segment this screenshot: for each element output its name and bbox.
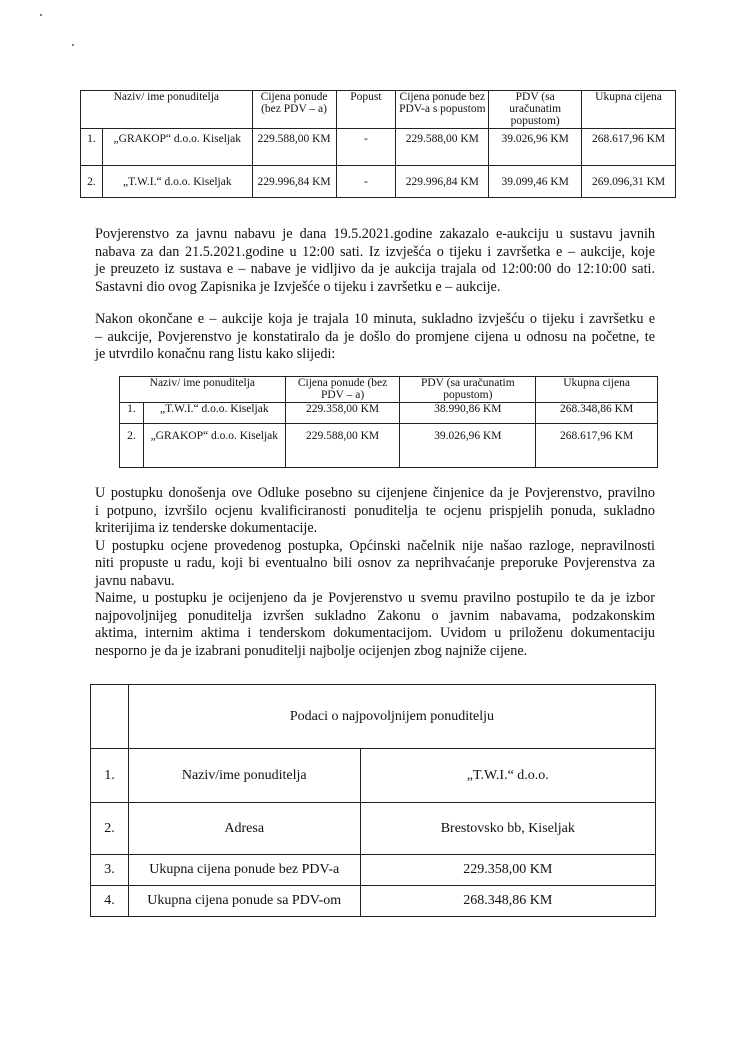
price-discount-cell: 229.588,00 KM xyxy=(396,129,489,166)
table-title: Podaci o najpovoljnijem ponuditelju xyxy=(128,685,655,749)
text-line: aktima, internim aktima i tenderskom dokumentacijom. Uvidom u priloženu dokumentaciju xyxy=(95,625,655,641)
best-bidder-table xyxy=(90,684,656,917)
vat-cell: 39.099,46 KM xyxy=(489,166,582,198)
scan-speck xyxy=(40,14,42,16)
col-header-price: Cijena ponude (bez PDV – a) xyxy=(252,91,336,129)
discount-cell: - xyxy=(336,166,396,198)
col-header-name: Naziv/ ime ponuditelja xyxy=(120,377,286,403)
scan-speck xyxy=(72,44,74,46)
row-value: Brestovsko bb, Kiseljak xyxy=(360,803,655,855)
text-line: nabava za dan 21.5.2021.godine u 12:00 sati. Iz izvješća o tijeku i završetka e – aukcije, koje xyxy=(95,243,655,260)
table-row xyxy=(120,403,658,424)
col-header-vat: PDV (sa uračunatim popustom) xyxy=(400,377,536,403)
total-cell: 269.096,31 KM xyxy=(582,166,676,198)
table-title-row xyxy=(91,685,656,749)
row-value: 268.348,86 KM xyxy=(360,886,655,917)
vat-cell: 39.026,96 KM xyxy=(400,424,536,468)
text-line: Nakon okončane e – aukcije koja je trajala 10 minuta, sukladno izvješću o tijeku i završetku e xyxy=(95,311,655,327)
row-label: Adresa xyxy=(128,803,360,855)
table-row xyxy=(91,749,656,803)
row-number: 1. xyxy=(81,129,103,166)
col-header-total: Ukupna cijena xyxy=(536,377,658,403)
col-header-price: Cijena ponude (bez PDV – a) xyxy=(285,377,400,403)
row-number: 2. xyxy=(91,803,129,855)
total-cell: 268.617,96 KM xyxy=(582,129,676,166)
text-line: Naime, u postupku je ocijenjeno da je Povjerenstvo u svemu pravilno postupilo te da je izbor xyxy=(95,590,655,606)
auction-paragraph xyxy=(95,226,655,296)
text-line: niti propuste u radu, koji bi eventualno bili osnov za neprihvaćanje preporuke Povjerenstva za xyxy=(95,555,655,571)
ranking-paragraph xyxy=(95,311,655,364)
text-line: je utvrdilo konačnu rang listu kako slijedi: xyxy=(95,346,336,362)
empty-cell xyxy=(91,685,129,749)
row-number: 3. xyxy=(91,855,129,886)
row-number: 1. xyxy=(120,403,144,424)
row-number: 2. xyxy=(81,166,103,198)
total-cell: 268.617,96 KM xyxy=(536,424,658,468)
text-line: i potpuno, izvršilo ocjenu kvalificiranosti ponuditelja te ocjenu prispjelih ponuda, sukladno xyxy=(95,502,655,519)
ranking-table xyxy=(119,376,658,468)
table-row xyxy=(81,129,676,166)
bidder-name: „T.W.I.“ d.o.o. Kiseljak xyxy=(102,166,252,198)
row-value: „T.W.I.“ d.o.o. xyxy=(360,749,655,803)
decision-paragraph xyxy=(95,485,655,660)
bidder-name: „GRAKOP“ d.o.o. Kiseljak xyxy=(102,129,252,166)
bidder-name: „GRAKOP“ d.o.o. Kiseljak xyxy=(143,424,285,468)
text-line: je preuzeto iz sustava e – nabave je vidljivo da je aukcija trajala od 12:00:00 do 12:10:00 sati. xyxy=(95,261,655,277)
table-row xyxy=(120,424,658,468)
text-line: U postupku ocjene provedenog postupka, Općinski načelnik nije našao razloge, nepravilnosti xyxy=(95,537,655,554)
price-cell: 229.996,84 KM xyxy=(252,166,336,198)
row-number: 4. xyxy=(91,886,129,917)
price-cell: 229.588,00 KM xyxy=(285,424,400,468)
table-row xyxy=(91,886,656,917)
text-line: U postupku donošenja ove Odluke posebno su cijenjene činjenice da je Povjerenstvo, pravilno xyxy=(95,485,655,501)
price-discount-cell: 229.996,84 KM xyxy=(396,166,489,198)
bidder-name: „T.W.I.“ d.o.o. Kiseljak xyxy=(143,403,285,424)
text-line: kriterijima iz tenderske dokumentacije. xyxy=(95,520,318,536)
row-value: 229.358,00 KM xyxy=(360,855,655,886)
col-header-name: Naziv/ ime ponuditelja xyxy=(81,91,253,129)
row-number: 1. xyxy=(91,749,129,803)
vat-cell: 39.026,96 KM xyxy=(489,129,582,166)
table-header-row xyxy=(120,377,658,403)
row-label: Ukupna cijena ponude bez PDV-a xyxy=(128,855,360,886)
text-line: Sastavni dio ovog Zapisnika je Izvješće o tijeku i završetku e – aukcije. xyxy=(95,278,501,295)
col-header-price-discount: Cijena ponude bez PDV-a s popustom xyxy=(396,91,489,129)
table-row xyxy=(91,855,656,886)
text-line: najpovoljnijeg ponuditelja izvršen sukladno Zakonu o javnim nabavama, podzakonskim xyxy=(95,607,655,624)
row-label: Naziv/ime ponuditelja xyxy=(128,749,360,803)
price-cell: 229.588,00 KM xyxy=(252,129,336,166)
text-line: Povjerenstvo za javnu nabavu je dana 19.5.2021.godine zakazalo e-aukciju u sustavu javnih xyxy=(95,226,655,242)
text-line: javnu nabavu. xyxy=(95,572,175,589)
col-header-total: Ukupna cijena xyxy=(582,91,676,129)
total-cell: 268.348,86 KM xyxy=(536,403,658,424)
vat-cell: 38.990,86 KM xyxy=(400,403,536,424)
price-cell: 229.358,00 KM xyxy=(285,403,400,424)
text-line: – aukcije, Povjerenstvo je konstatiralo da je došlo do promjene cijena u odnosu na početne, te xyxy=(95,328,655,345)
row-label: Ukupna cijena ponude sa PDV-om xyxy=(128,886,360,917)
col-header-discount: Popust xyxy=(336,91,396,129)
table-header-row xyxy=(81,91,676,129)
row-number: 2. xyxy=(120,424,144,468)
table-row xyxy=(91,803,656,855)
col-header-vat: PDV (sa uračunatim popustom) xyxy=(489,91,582,129)
table-row xyxy=(81,166,676,198)
discount-cell: - xyxy=(336,129,396,166)
text-line: nesporno je da je izabrani ponuditelji najbolje ocijenjen zbog najniže cijene. xyxy=(95,642,528,659)
offers-table xyxy=(80,90,676,198)
